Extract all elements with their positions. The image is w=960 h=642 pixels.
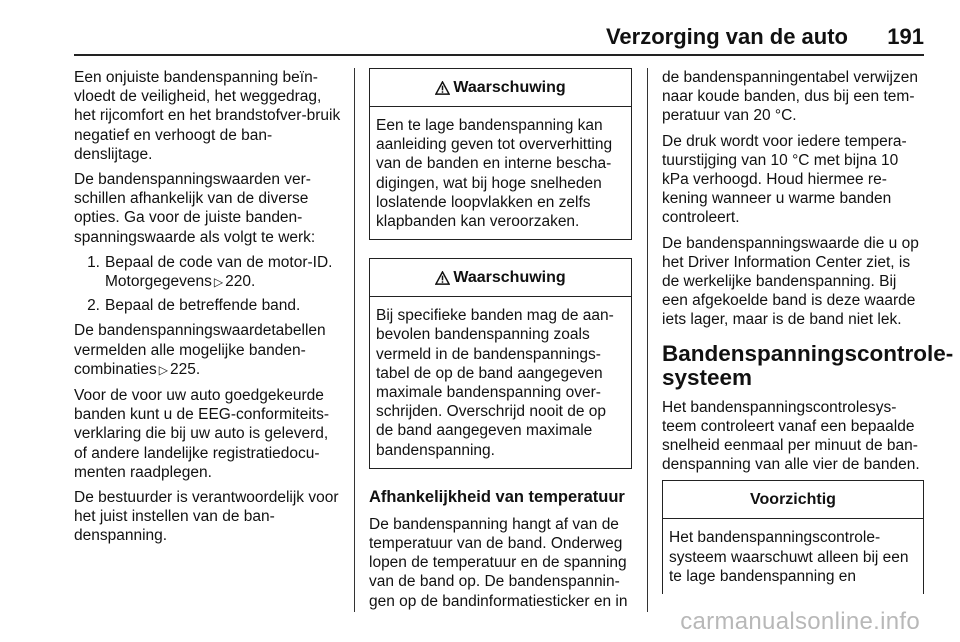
column-middle [369, 68, 632, 617]
page-reference-link[interactable]: 220. [225, 273, 256, 291]
warning-title: Waarschuwing [453, 78, 566, 96]
paragraph: De bandenspanning hangt af van de temperatuur van de band. Onderweg lopen de temperatuur en de spanning van de band op. De bandenspannin-gen op de bandinformatiesticker en in [369, 515, 628, 610]
running-header-title: Verzorging van de auto [605, 24, 848, 49]
paragraph: De druk wordt voor iedere tempera-tuurstijging van 10 °C met bijna 10 kPa verhoogd. Houd hiermee re-kening wanneer u warme banden controleert. [662, 132, 907, 227]
warning-box [369, 258, 632, 469]
warning-text: Bij specifieke banden mag de aan-bevolen bandenspanning zoals vermeld in de bandenspannings-tabel de op de band aangegeven maximale bandenspanning over-schrijden. Overschrijd nooit de op de band aangegeven maximale bandenspanning. [376, 307, 614, 459]
step-item [74, 296, 344, 315]
warning-title: Waarschuwing [453, 269, 566, 287]
paragraph: De bandenspanningswaarde die u op het Driver Information Center ziet, is de werkelijke bandenspanning. Bij een afgekoelde band is deze waarde iets lager, maar is de band niet lek. [662, 234, 919, 329]
step-number: 2. [87, 297, 100, 315]
step-item [74, 253, 344, 292]
warning-triangle-icon [435, 81, 450, 95]
page-reference-link[interactable]: 225. [169, 360, 201, 378]
warning-text: Een te lage bandenspanning kan aanleiding geven tot oververhitting van de banden en interne bescha-digingen, wat bij hoge snelheden loslatende loopvlakken en zelfs klapbanden kan veroorzaken. [376, 117, 613, 231]
warning-box [369, 68, 632, 240]
paragraph: Het bandenspanningscontrolesys-teem controleert vanaf een bepaalde snelheid eenmaal per minuut de ban-denspanning van alle vier de banden. [662, 398, 920, 474]
procedure-steps [74, 253, 344, 316]
page-reference-icon: ▷ [158, 362, 168, 377]
caution-title: Voorzichtig [750, 491, 836, 509]
warning-header [370, 69, 631, 107]
paragraph: de bandenspanningentabel verwijzen naar koude banden, dus bij een tem-peratuur van 20 °C. [662, 69, 918, 125]
header-divider [74, 54, 924, 56]
caution-text: Het bandenspanningscontrole-systeem waarschuwt alleen bij een te lage bandenspanning en [669, 529, 909, 585]
step-text: Bepaal de betreffende band. [105, 297, 301, 315]
section-heading: Bandenspanningscontrole-systeem [662, 340, 954, 390]
column-divider-right [647, 68, 648, 612]
column-right [662, 68, 954, 612]
subsection-heading: Afhankelijkheid van temperatuur [369, 487, 625, 506]
page-reference-icon: ▷ [213, 275, 224, 290]
warning-triangle-icon [435, 271, 450, 285]
paragraph: Voor de voor uw auto goedgekeurde banden kunt u de EEG-conformiteits-verklaring die bij uw auto is geleverd, of andere landelijke registratiedocu-menten raadplegen. [74, 387, 330, 481]
page-number: 191 [887, 24, 924, 49]
column-left [74, 68, 344, 552]
paragraph: De bestuurder is verantwoordelijk voor het juist instellen van de ban-denspanning. [74, 489, 339, 545]
column-divider-left [354, 68, 355, 612]
watermark: carmanualsonline.info [680, 608, 920, 635]
paragraph: De bandenspanningswaardetabellen vermelden alle mogelijke banden-combinaties ▷ 225. [74, 322, 326, 378]
caution-header [663, 481, 923, 519]
paragraph: Een onjuiste bandenspanning beïn-vloedt de veiligheid, het weggedrag, het rijcomfort en het brandstofver-bruik negatief en verhoogt de ban-denslijtage. [74, 69, 341, 163]
paragraph: De bandenspanningswaarden ver-schillen afhankelijk van de diverse opties. Ga voor de juiste banden-spanningswaarde als volgt te werk: [74, 171, 316, 246]
step-number: 1. [87, 253, 100, 271]
warning-header [370, 259, 631, 297]
caution-box [662, 480, 924, 594]
step-text: Bepaal de code van de motor-ID. Motorgegevens ▷ 220. [105, 253, 333, 291]
